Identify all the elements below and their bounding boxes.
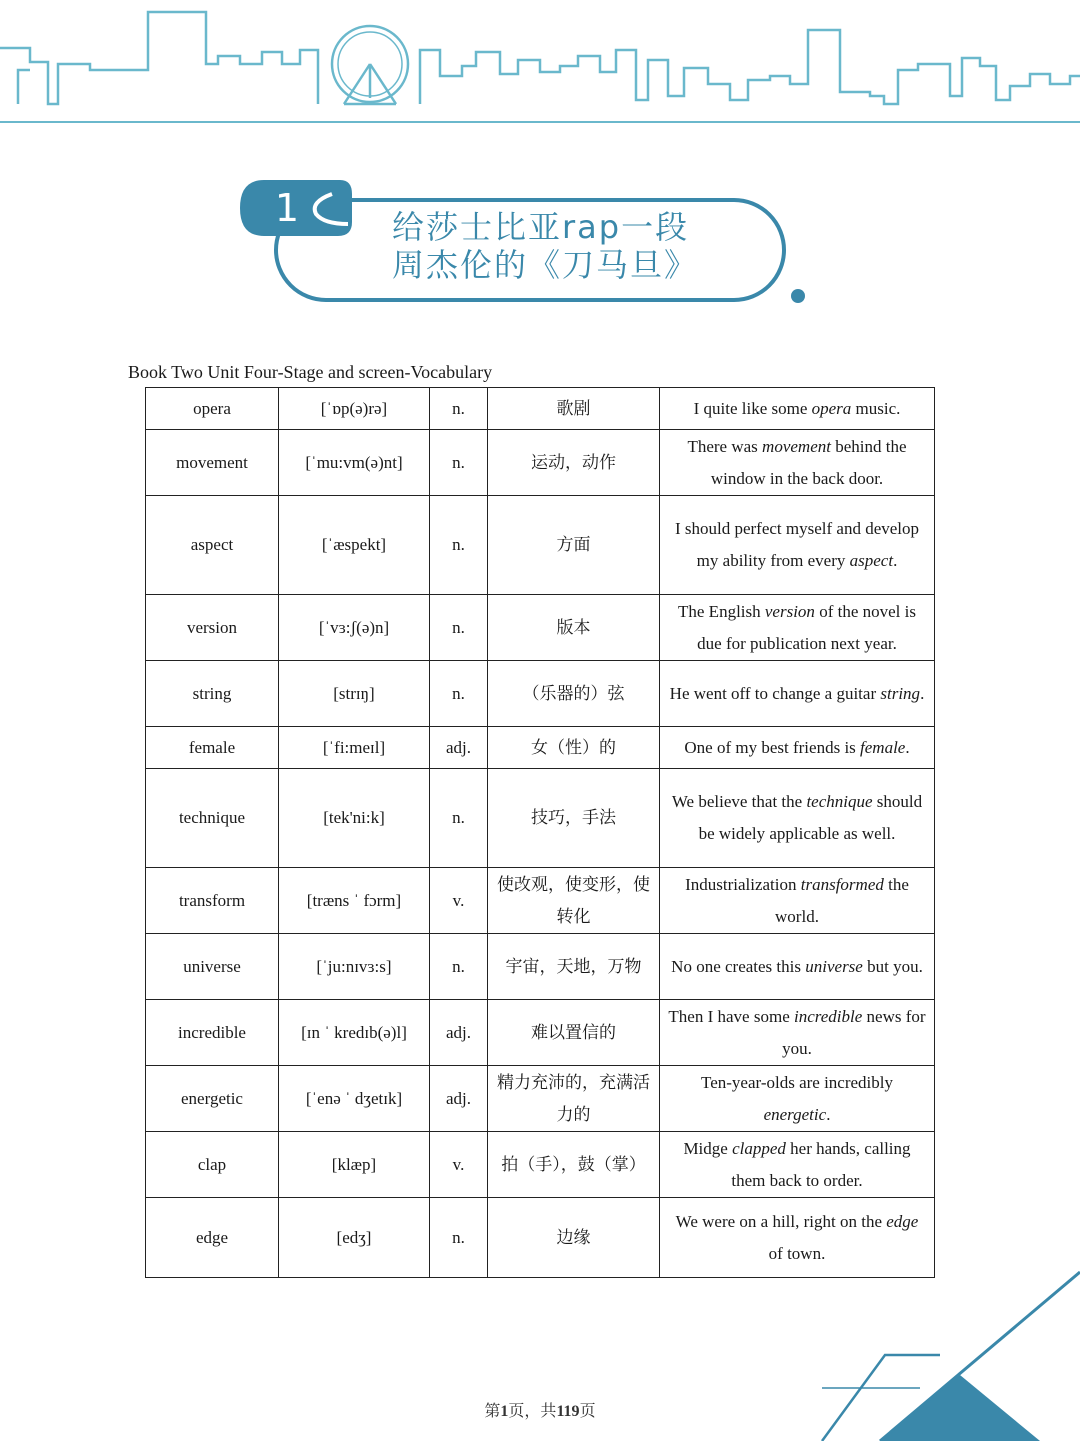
table-row (146, 1000, 935, 1066)
phonetic-cell: [ˈfi:meɪl] (279, 727, 430, 769)
example-text-before: Ten-year-olds are incredibly (701, 1072, 893, 1092)
part-of-speech-cell: n. (430, 769, 488, 868)
phonetic-cell: [ˈæspekt] (279, 496, 430, 595)
meaning-cell: 难以置信的 (488, 1000, 660, 1066)
example-cell (660, 1000, 935, 1066)
example-cell (660, 868, 935, 934)
meaning-cell: 版本 (488, 595, 660, 661)
example-text-before: No one creates this (671, 956, 806, 976)
example-cell (660, 388, 935, 430)
example-text-before: He went off to change a guitar (669, 683, 881, 703)
part-of-speech-cell: adj. (430, 1066, 488, 1132)
phonetic-cell: [ˈɒp(ə)rə] (279, 388, 430, 430)
example-text-after: should be widely applicable as well. (698, 792, 923, 843)
part-of-speech-cell: n. (430, 430, 488, 496)
word-cell: edge (146, 1198, 279, 1278)
example-text-before: One of my best friends is (684, 737, 861, 757)
example-text-after: but you. (862, 956, 923, 976)
phonetic-cell: [ˈenə ˈ dʒetɪk] (279, 1066, 430, 1132)
word-cell: technique (146, 769, 279, 868)
example-highlight-word: clapped (732, 1138, 786, 1158)
example-text-after: . (905, 737, 910, 757)
meaning-cell: 运动，动作 (488, 430, 660, 496)
example-text-after: . (920, 683, 925, 703)
meaning-cell: 宇宙，天地，万物 (488, 934, 660, 1000)
meaning-cell: 精力充沛的，充满活力的 (488, 1066, 660, 1132)
phonetic-cell: [klæp] (279, 1132, 430, 1198)
total-pages: 119 (556, 1403, 580, 1420)
example-text-before: Industrialization (685, 874, 801, 894)
section-title (392, 208, 698, 284)
part-of-speech-cell: n. (430, 934, 488, 1000)
footer-middle: 页，共 (508, 1403, 557, 1420)
part-of-speech-cell: n. (430, 595, 488, 661)
word-cell: movement (146, 430, 279, 496)
word-cell: clap (146, 1132, 279, 1198)
meaning-cell: 歌剧 (488, 388, 660, 430)
footer-prefix: 第 (484, 1403, 501, 1420)
example-cell (660, 769, 935, 868)
phonetic-cell: [ˈmu:vm(ə)nt] (279, 430, 430, 496)
table-row (146, 595, 935, 661)
example-highlight-word: universe (805, 956, 863, 976)
meaning-cell: 方面 (488, 496, 660, 595)
example-highlight-word: opera (811, 398, 852, 418)
section-number: 1 (274, 186, 300, 230)
example-highlight-word: female (860, 737, 906, 757)
word-cell: incredible (146, 1000, 279, 1066)
example-text-after: the world. (775, 874, 909, 926)
part-of-speech-cell: n. (430, 1198, 488, 1278)
part-of-speech-cell: v. (430, 1132, 488, 1198)
word-cell: string (146, 661, 279, 727)
example-text-after: . (826, 1104, 831, 1124)
example-text-before: The English (678, 601, 765, 621)
example-text-before: We were on a hill, right on the (675, 1211, 887, 1231)
example-text-after: music. (851, 398, 901, 418)
meaning-cell: 拍（手），鼓（掌） (488, 1132, 660, 1198)
phonetic-cell: [strɪŋ] (279, 661, 430, 727)
example-highlight-word: technique (806, 792, 873, 811)
meaning-cell: 女（性）的 (488, 727, 660, 769)
example-cell (660, 1132, 935, 1198)
example-cell (660, 661, 935, 727)
word-cell: aspect (146, 496, 279, 595)
example-cell (660, 1066, 935, 1132)
phonetic-cell: [tek'ni:k] (279, 769, 430, 868)
meaning-cell: （乐器的）弦 (488, 661, 660, 727)
table-caption: Book Two Unit Four-Stage and screen-Vocabulary (128, 362, 493, 382)
word-cell: universe (146, 934, 279, 1000)
current-page: 1 (500, 1403, 509, 1420)
example-highlight-word: edge (886, 1211, 919, 1231)
part-of-speech-cell: n. (430, 661, 488, 727)
example-highlight-word: string (880, 683, 921, 703)
phonetic-cell: [ˈju:nɪvɜ:s] (279, 934, 430, 1000)
example-cell (660, 727, 935, 769)
example-text-before: I should perfect myself and develop my ability from every (674, 519, 920, 570)
example-cell (660, 1198, 935, 1278)
phonetic-cell: [træns ˈ fɔrm] (279, 868, 430, 934)
example-text-before: I quite like some (693, 398, 812, 418)
part-of-speech-cell: n. (430, 388, 488, 430)
example-highlight-word: transformed (800, 874, 884, 894)
example-text-after: news for you. (782, 1006, 926, 1058)
table-row (146, 868, 935, 934)
part-of-speech-cell: adj. (430, 1000, 488, 1066)
example-text-after: of the novel is due for publication next year. (697, 601, 916, 653)
example-text-after: of town. (768, 1243, 826, 1263)
title-line-2: 周杰伦的《刀马旦》 (392, 246, 699, 284)
example-text-before: We believe that the (671, 792, 807, 811)
example-highlight-word: incredible (794, 1006, 863, 1026)
table-row (146, 769, 935, 868)
meaning-cell: 技巧，手法 (488, 769, 660, 868)
title-line-1: 给莎士比亚rap一段 (392, 208, 690, 246)
phonetic-cell: [edʒ] (279, 1198, 430, 1278)
footer-suffix: 页 (579, 1403, 596, 1420)
part-of-speech-cell: v. (430, 868, 488, 934)
table-row (146, 1066, 935, 1132)
part-of-speech-cell: n. (430, 496, 488, 595)
example-text-before: Then I have some (668, 1006, 794, 1026)
example-highlight-word: energetic (763, 1104, 827, 1124)
phonetic-cell: [ˈvɜ:ʃ(ə)n] (279, 595, 430, 661)
table-row (146, 1132, 935, 1198)
example-cell (660, 595, 935, 661)
table-row (146, 1198, 935, 1278)
word-cell: transform (146, 868, 279, 934)
example-text-after: her hands, calling them back to order. (731, 1138, 911, 1190)
example-highlight-word: movement (762, 436, 831, 456)
example-cell (660, 934, 935, 1000)
part-of-speech-cell: adj. (430, 727, 488, 769)
meaning-cell: 使改观，使变形，使转化 (488, 868, 660, 934)
word-cell: female (146, 727, 279, 769)
example-highlight-word: aspect (849, 551, 894, 570)
example-highlight-word: version (764, 601, 815, 621)
table-row (146, 727, 935, 769)
phonetic-cell: [ɪn ˈ kredɪb(ə)l] (279, 1000, 430, 1066)
word-cell: energetic (146, 1066, 279, 1132)
word-cell: version (146, 595, 279, 661)
word-cell: opera (146, 388, 279, 430)
table-row (146, 934, 935, 1000)
table-row (146, 496, 935, 595)
skyline-illustration (0, 0, 1080, 140)
example-cell (660, 496, 935, 595)
table-row (146, 388, 935, 430)
example-text-after: . (893, 551, 898, 570)
vocabulary-table (145, 387, 935, 1278)
table-row (146, 661, 935, 727)
example-text-before: Midge (683, 1138, 733, 1158)
meaning-cell: 边缘 (488, 1198, 660, 1278)
page-footer (0, 1398, 1080, 1421)
example-text-before: There was (687, 436, 763, 456)
example-text-after: behind the window in the back door. (710, 436, 907, 488)
example-cell (660, 430, 935, 496)
table-row (146, 430, 935, 496)
